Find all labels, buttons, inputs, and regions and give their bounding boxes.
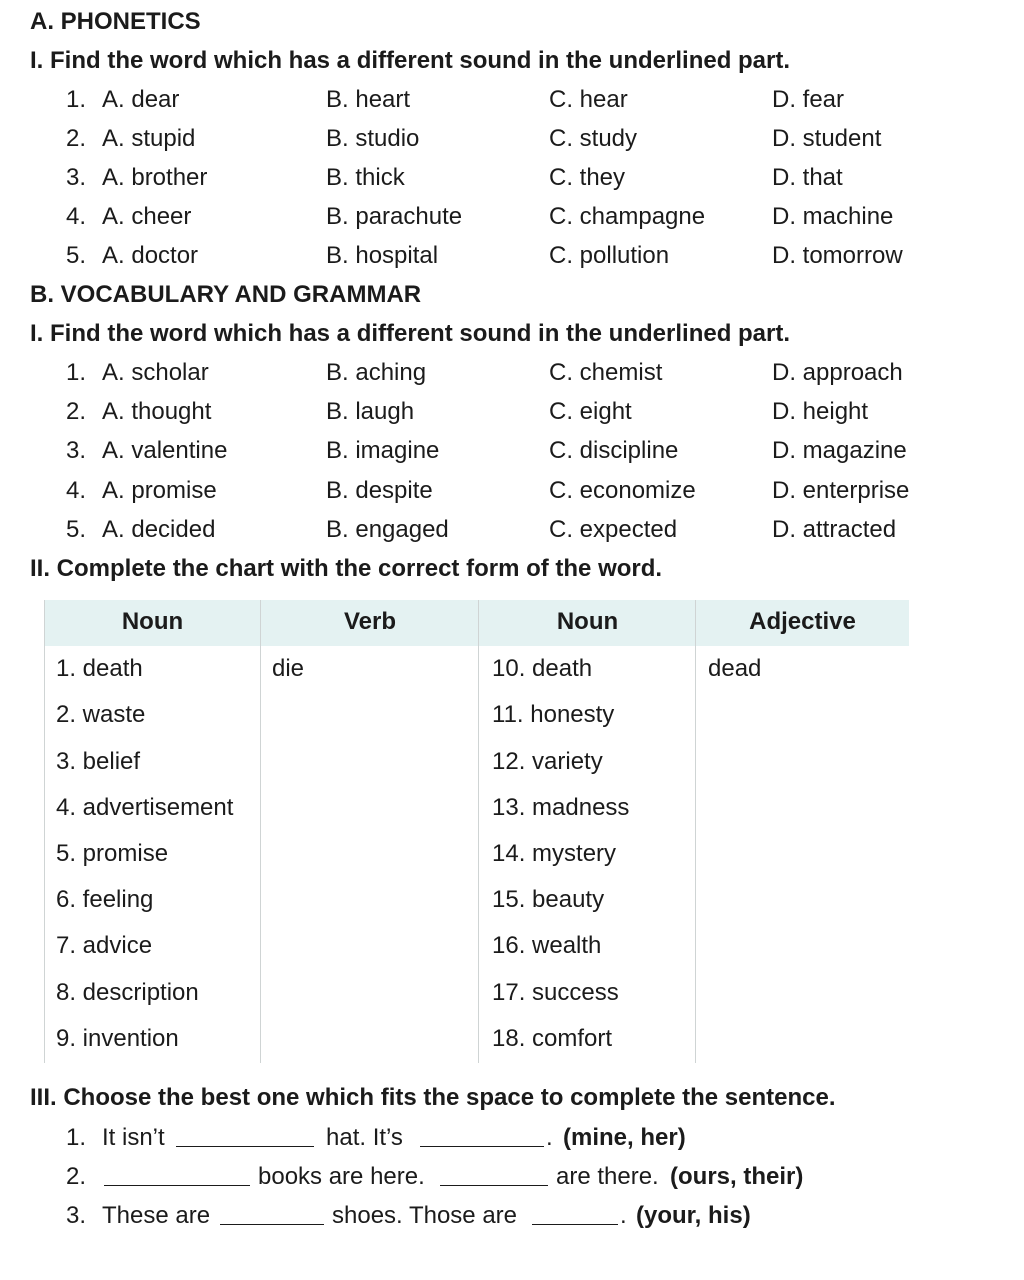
option-d: D. that (772, 164, 843, 191)
header-verb: Verb (343, 608, 397, 635)
option-a: A. stupid (102, 125, 196, 152)
noun-cell: 5. promise (56, 840, 169, 867)
word-form-table (44, 600, 909, 1063)
option-c: C. eight (549, 398, 632, 425)
question-row (0, 203, 1024, 233)
noun-cell: 3. belief (56, 748, 141, 775)
sentence-1 (66, 1124, 686, 1152)
option-b: B. hospital (326, 242, 439, 269)
section-b-part1-heading: I. Find the word which has a different sound in the underlined part. (30, 320, 791, 347)
noun2-cell: 15. beauty (492, 886, 605, 913)
section-b-heading: B. VOCABULARY AND GRAMMAR (30, 281, 422, 308)
option-d: D. machine (772, 203, 894, 230)
question-number: 1. (66, 86, 87, 113)
option-d: D. student (772, 125, 882, 152)
section-b-part2-heading: II. Complete the chart with the correct form of the word. (30, 555, 663, 582)
adjective-cell: dead (708, 655, 762, 682)
noun2-cell: 17. success (492, 979, 619, 1006)
option-d: D. approach (772, 359, 903, 386)
option-a: A. cheer (102, 203, 192, 230)
question-number: 1. (66, 359, 87, 386)
answer-hint: (your, his) (636, 1202, 751, 1229)
sentence-2 (66, 1163, 804, 1191)
table-header (44, 600, 909, 646)
question-row (0, 437, 1024, 467)
sentence-text: shoes. Those are (332, 1202, 518, 1229)
option-b: B. thick (326, 164, 405, 191)
table-divider (478, 600, 479, 1063)
section-a-heading: A. PHONETICS (30, 8, 201, 35)
noun2-cell: 11. honesty (492, 701, 615, 728)
question-row (0, 477, 1024, 507)
question-number: 4. (66, 203, 87, 230)
option-b: B. despite (326, 477, 433, 504)
option-c: C. chemist (549, 359, 663, 386)
option-d: D. fear (772, 86, 845, 113)
question-number: 2. (66, 398, 87, 425)
sentence-3 (66, 1202, 751, 1230)
option-b: B. heart (326, 86, 411, 113)
section-b-part3-heading: III. Choose the best one which fits the space to complete the sentence. (30, 1084, 836, 1111)
sentence-text: These are (102, 1202, 211, 1229)
sentence-text: hat. It’s (326, 1124, 403, 1151)
sentence-text: books are here. (258, 1163, 425, 1190)
header-noun: Noun (121, 608, 184, 635)
question-number: 1. (66, 1124, 87, 1151)
option-a: A. doctor (102, 242, 199, 269)
sentence-text: It isn’t (102, 1124, 165, 1151)
question-number: 2. (66, 1163, 87, 1190)
question-number: 5. (66, 516, 87, 543)
answer-blank[interactable] (532, 1204, 618, 1225)
noun-cell: 2. waste (56, 701, 146, 728)
option-a: A. valentine (102, 437, 228, 464)
table-divider (44, 600, 45, 1063)
table-divider (695, 600, 696, 1063)
question-number: 5. (66, 242, 87, 269)
option-c: C. champagne (549, 203, 706, 230)
sentence-text: are there. (556, 1163, 659, 1190)
answer-blank[interactable] (440, 1165, 548, 1186)
question-number: 4. (66, 477, 87, 504)
question-row (0, 516, 1024, 546)
noun2-cell: 16. wealth (492, 932, 602, 959)
sentence-text: . (546, 1124, 553, 1151)
question-number: 3. (66, 437, 87, 464)
question-row (0, 242, 1024, 272)
option-d: D. enterprise (772, 477, 910, 504)
question-row (0, 164, 1024, 194)
option-a: A. thought (102, 398, 212, 425)
option-b: B. engaged (326, 516, 449, 543)
answer-hint: (mine, her) (563, 1124, 686, 1151)
question-number: 3. (66, 164, 87, 191)
answer-blank[interactable] (104, 1165, 250, 1186)
sentence-text: . (620, 1202, 627, 1229)
option-b: B. parachute (326, 203, 463, 230)
verb-cell: die (272, 655, 305, 682)
answer-blank[interactable] (220, 1204, 324, 1225)
noun-cell: 1. death (56, 655, 143, 682)
option-a: A. scholar (102, 359, 209, 386)
table-divider (260, 600, 261, 1063)
noun2-cell: 12. variety (492, 748, 603, 775)
header-adjective: Adjective (749, 608, 856, 635)
option-a: A. dear (102, 86, 180, 113)
option-b: B. imagine (326, 437, 440, 464)
noun-cell: 7. advice (56, 932, 153, 959)
option-a: A. brother (102, 164, 208, 191)
option-b: B. laugh (326, 398, 415, 425)
question-number: 3. (66, 1202, 87, 1229)
noun2-cell: 10. death (492, 655, 593, 682)
option-b: B. aching (326, 359, 427, 386)
option-a: A. decided (102, 516, 216, 543)
noun-cell: 8. description (56, 979, 199, 1006)
noun-cell: 4. advertisement (56, 794, 234, 821)
noun2-cell: 14. mystery (492, 840, 617, 867)
option-c: C. study (549, 125, 638, 152)
option-b: B. studio (326, 125, 420, 152)
option-c: C. economize (549, 477, 696, 504)
noun-cell: 6. feeling (56, 886, 154, 913)
noun2-cell: 18. comfort (492, 1025, 613, 1052)
answer-blank[interactable] (176, 1126, 314, 1147)
option-d: D. height (772, 398, 869, 425)
noun2-cell: 13. madness (492, 794, 630, 821)
option-c: C. discipline (549, 437, 679, 464)
header-noun-2: Noun (556, 608, 619, 635)
option-a: A. promise (102, 477, 217, 504)
answer-hint: (ours, their) (670, 1163, 804, 1190)
option-d: D. tomorrow (772, 242, 903, 269)
option-c: C. expected (549, 516, 678, 543)
option-c: C. pollution (549, 242, 670, 269)
question-row (0, 125, 1024, 155)
option-d: D. magazine (772, 437, 907, 464)
option-c: C. hear (549, 86, 628, 113)
question-row (0, 359, 1024, 389)
section-a-part1-heading: I. Find the word which has a different sound in the underlined part. (30, 47, 791, 74)
answer-blank[interactable] (420, 1126, 544, 1147)
question-row (0, 398, 1024, 428)
question-number: 2. (66, 125, 87, 152)
option-c: C. they (549, 164, 626, 191)
question-row (0, 86, 1024, 116)
option-d: D. attracted (772, 516, 897, 543)
noun-cell: 9. invention (56, 1025, 179, 1052)
